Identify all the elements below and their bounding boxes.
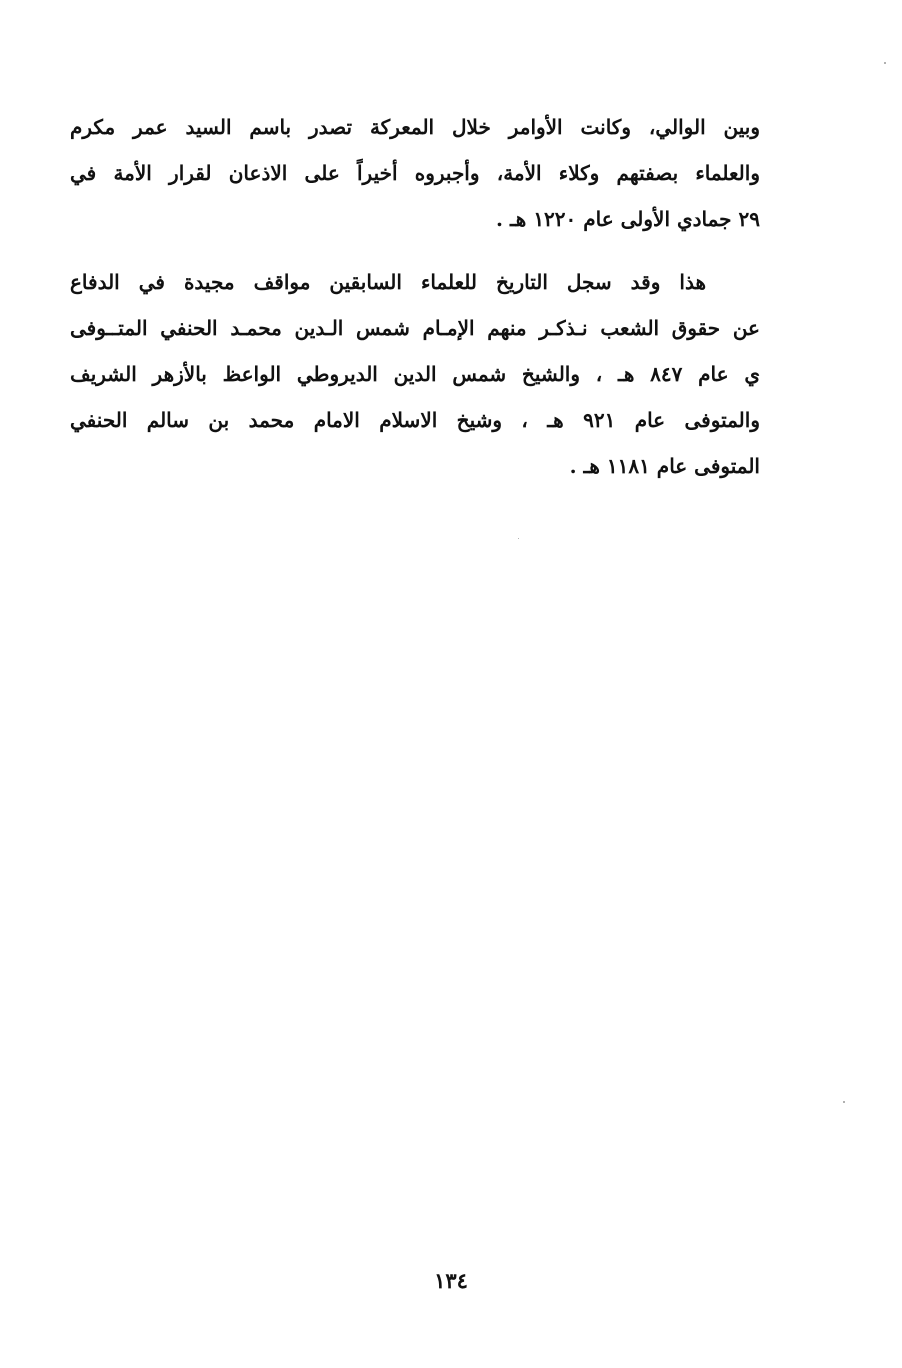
body-text [70, 104, 760, 489]
page-number: ١٣٤ [434, 1268, 468, 1293]
scan-speck [843, 1101, 845, 1103]
text-line: ي عام ٨٤٧ هـ ، والشيخ شمس الدين الديروطي الواعظ بالأزهر الشريف [70, 362, 761, 386]
text-line: المتوفى عام ١١٨١ هـ . [569, 454, 760, 478]
text-line: هذا وقد سجل التاريخ للعلماء السابقين مواقف مجيدة في الدفاع [70, 270, 706, 294]
text-line: ٢٩ جمادي الأولى عام ١٢٢٠ هـ . [496, 207, 760, 231]
scan-speck [518, 538, 519, 539]
text-line: والمتوفى عام ٩٢١ هـ ، وشيخ الاسلام الامام محمد بن سالم الحنفي [70, 408, 760, 432]
paragraph-1 [70, 104, 760, 242]
scan-speck [884, 62, 886, 64]
paragraph-2 [70, 259, 760, 489]
text-line: والعلماء بصفتهم وكلاء الأمة، وأجبروه أخيراً على الاذعان لقرار الأمة في [70, 161, 760, 185]
text-line: وبين الوالي، وكانت الأوامر خلال المعركة تصدر باسم السيد عمر مكرم [70, 115, 760, 139]
text-line: عن حقوق الشعب نـذكـر منهم الإمـام شمس الـدين محمـد الحنفي المتــوفى [70, 316, 760, 340]
